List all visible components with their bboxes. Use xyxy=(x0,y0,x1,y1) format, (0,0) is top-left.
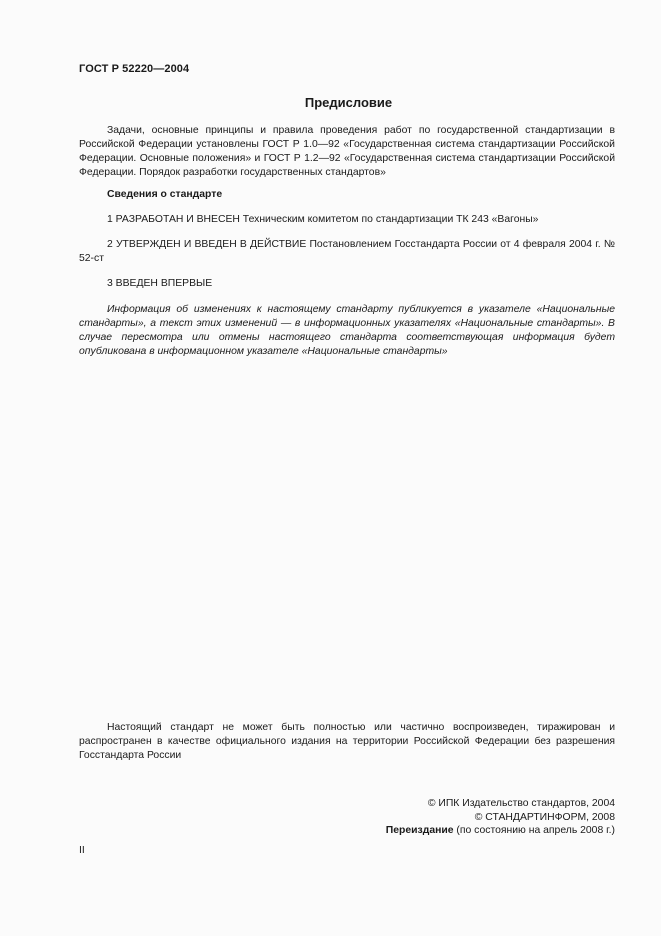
page-number: II xyxy=(79,845,85,856)
info-item-3: 3 ВВЕДЕН ВПЕРВЫЕ xyxy=(107,278,213,289)
reissue-line xyxy=(386,824,615,838)
info-item-1: 1 РАЗРАБОТАН И ВНЕСЕН Техническим комитетом по стандартизации ТК 243 «Вагоны» xyxy=(107,214,539,225)
reproduction-notice: Настоящий стандарт не может быть полностью или частично воспроизведен, тиражирован и распространен в качестве официального издания на территории Российской Федерации без разрешения Госстандарта России xyxy=(79,722,615,761)
info-item-2: 2 УТВЕРЖДЕН И ВВЕДЕН В ДЕЙСТВИЕ Постановлением Госстандарта России от 4 февраля 2004 г. № 52-ст xyxy=(79,239,615,264)
reissue-label: Переиздание xyxy=(385,825,454,836)
preface-intro-paragraph: Задачи, основные принципы и правила проведения работ по государственной стандартизации в Российской Федерации установлены ГОСТ Р 1.0—92 «Государственная система стандартизации Российской Федерации. Основные положения» и ГОСТ Р 1.2—92 «Государственная система стандартизации Российской Федерации. Порядок разработки государственных стандартов» xyxy=(79,125,615,178)
reissue-detail: (по состоянию на апрель 2008 г.) xyxy=(453,825,615,836)
standard-code-header: ГОСТ Р 52220—2004 xyxy=(79,63,190,75)
copyright-line-1: © ИПК Издательство стандартов, 2004 xyxy=(427,798,615,809)
changes-note-paragraph: Информация об изменениях к настоящему стандарту публикуется в указателе «Национальные стандарты», а текст этих изменений — в информационных указателях «Национальные стандарты». В случае пересмотра или отмены настоящего стандарта соответствующая информация будет опубликована в информационном указателе «Национальные стандарты» xyxy=(79,304,615,357)
standard-info-heading: Сведения о стандарте xyxy=(107,189,223,200)
copyright-line-2: © СТАНДАРТИНФОРМ, 2008 xyxy=(474,812,615,823)
preface-title: Предисловие xyxy=(304,95,393,110)
